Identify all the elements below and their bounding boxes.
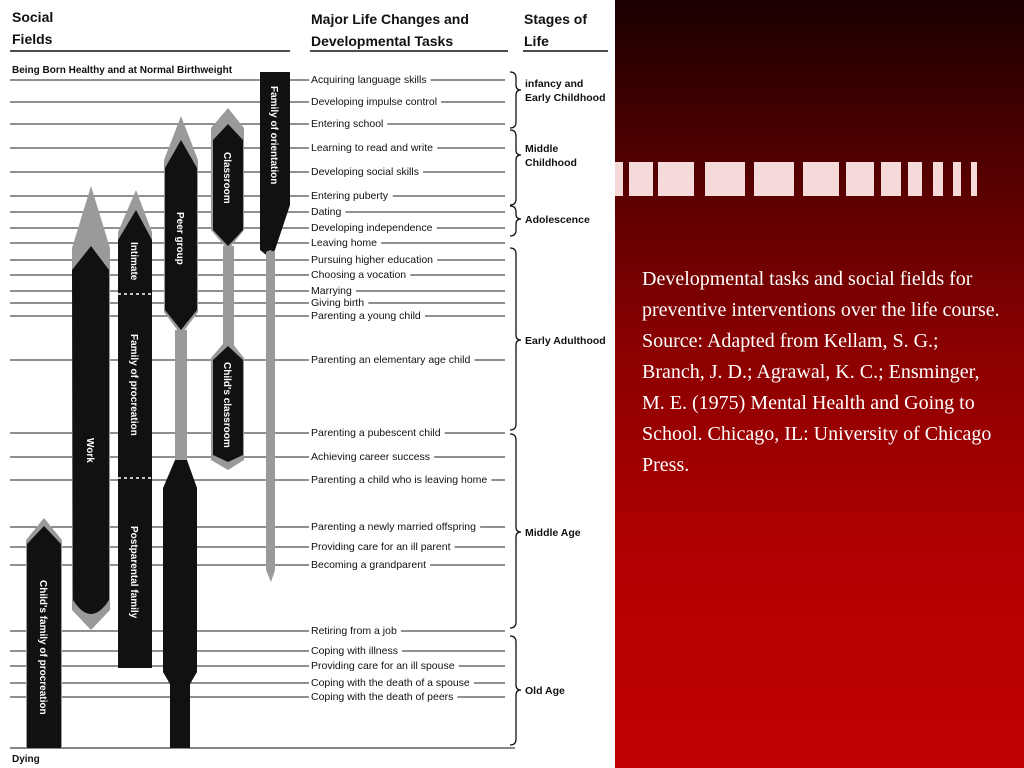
task-label: Learning to read and write bbox=[311, 142, 433, 154]
task-label: Coping with the death of a spouse bbox=[311, 677, 470, 689]
stage-bracket bbox=[510, 636, 521, 745]
decorative-square bbox=[953, 162, 961, 196]
task-label: Retiring from a job bbox=[311, 625, 397, 637]
label-childs-family-of-procreation: Child's family of procreation bbox=[37, 580, 48, 715]
stage-label: Old Age bbox=[525, 685, 565, 697]
decorative-square bbox=[803, 162, 839, 196]
task-label: Coping with the death of peers bbox=[311, 691, 454, 703]
task-label: Providing care for an ill parent bbox=[311, 541, 451, 553]
task-label: Pursuing higher education bbox=[311, 254, 434, 266]
stage-labels bbox=[525, 78, 606, 697]
header-changes-line2: Developmental Tasks bbox=[311, 33, 454, 49]
bar-peer-group-later bbox=[163, 460, 197, 748]
label-childs-classroom: Child's classroom bbox=[221, 362, 232, 448]
task-label: Dating bbox=[311, 206, 342, 218]
stage-bracket bbox=[510, 72, 521, 128]
stage-bracket bbox=[510, 206, 521, 236]
bar-peer-group-taper bbox=[175, 330, 187, 460]
stage-bracket bbox=[510, 248, 521, 430]
task-label: Developing social skills bbox=[311, 166, 419, 178]
task-label: Developing impulse control bbox=[311, 96, 438, 108]
decorative-square bbox=[658, 162, 694, 196]
label-classroom: Classroom bbox=[221, 152, 232, 204]
header-changes-line1: Major Life Changes and bbox=[311, 11, 469, 27]
bar-family-of-orientation-taper bbox=[266, 250, 275, 582]
figure-caption: Developmental tasks and social fields for preventive interventions over the life course. Source: Adapted from Kellam, S. G.; Branch, J. D.; Agrawal, K. C.; Ensminger, M. E. (1975) Mental Health and Going to School. Chicago, IL: University of Chicago Press. bbox=[642, 268, 1000, 476]
dying-label: Dying bbox=[12, 754, 40, 765]
stage-label: Middle Age bbox=[525, 527, 581, 539]
stage-label: Childhood bbox=[525, 157, 577, 169]
task-label: Parenting a child who is leaving home bbox=[311, 474, 488, 486]
task-label: Providing care for an ill spouse bbox=[311, 660, 455, 672]
task-label: Choosing a vocation bbox=[311, 269, 407, 281]
task-label: Parenting a newly married offspring bbox=[311, 521, 476, 533]
header-stages-line1: Stages of bbox=[524, 11, 588, 27]
task-label: Parenting a young child bbox=[311, 310, 421, 322]
task-label: Achieving career success bbox=[311, 451, 431, 463]
task-label: Entering school bbox=[311, 118, 384, 130]
decorative-square bbox=[615, 162, 623, 196]
stage-bracket bbox=[510, 130, 521, 205]
label-peer-group: Peer group bbox=[174, 212, 185, 265]
header-social-line2: Fields bbox=[12, 31, 53, 47]
stage-label: Middle bbox=[525, 143, 559, 155]
task-label: Leaving home bbox=[311, 237, 377, 249]
stage-label: Adolescence bbox=[525, 214, 590, 226]
bar-classroom-taper bbox=[223, 246, 234, 346]
stage-label: Early Adulthood bbox=[525, 335, 606, 347]
header-stages-line2: Life bbox=[524, 33, 549, 49]
label-work: Work bbox=[84, 438, 95, 463]
stage-brackets bbox=[510, 72, 521, 745]
task-label: Developing independence bbox=[311, 222, 433, 234]
label-family-of-orientation: Family of orientation bbox=[268, 86, 279, 185]
task-label: Parenting an elementary age child bbox=[311, 354, 471, 366]
decorative-square bbox=[881, 162, 901, 196]
task-label: Giving birth bbox=[311, 297, 365, 309]
decorative-square bbox=[705, 162, 745, 196]
task-label: Parenting a pubescent child bbox=[311, 427, 441, 439]
label-intimate: Intimate bbox=[128, 242, 139, 281]
decorative-square bbox=[754, 162, 794, 196]
task-label: Coping with illness bbox=[311, 645, 398, 657]
task-label: Becoming a grandparent bbox=[311, 559, 426, 571]
label-postparental-family: Postparental family bbox=[128, 526, 139, 619]
social-field-bars bbox=[26, 72, 290, 748]
task-label: Marrying bbox=[311, 285, 352, 297]
decorative-square bbox=[908, 162, 922, 196]
stage-label: Early Childhood bbox=[525, 92, 606, 104]
stage-label: infancy and bbox=[525, 78, 584, 90]
decorative-square bbox=[971, 162, 977, 196]
label-family-of-procreation: Family of procreation bbox=[128, 334, 139, 436]
task-label: Entering puberty bbox=[311, 190, 389, 202]
decorative-square bbox=[933, 162, 943, 196]
decorative-square bbox=[846, 162, 874, 196]
header-social-line1: Social bbox=[12, 9, 54, 25]
bar-work bbox=[72, 246, 109, 614]
task-labels bbox=[309, 74, 491, 703]
stage-bracket bbox=[510, 434, 521, 628]
decorative-square bbox=[629, 162, 653, 196]
task-label: Acquiring language skills bbox=[311, 74, 427, 86]
birth-label: Being Born Healthy and at Normal Birthweight bbox=[12, 65, 233, 76]
